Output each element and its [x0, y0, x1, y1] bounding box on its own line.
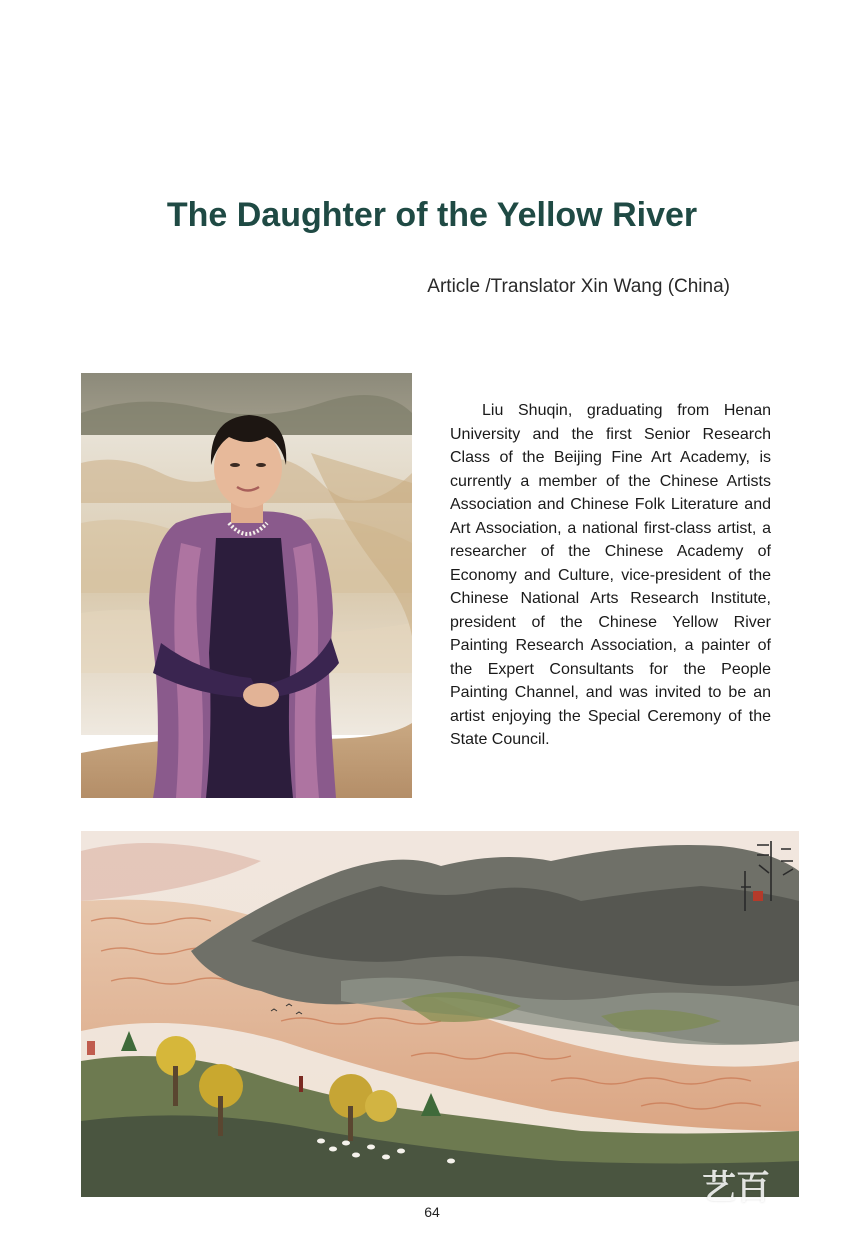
article-title: The Daughter of the Yellow River [166, 196, 698, 234]
page-number: 64 [424, 1204, 440, 1220]
article-byline: Article /Translator Xin Wang (China) [427, 276, 730, 297]
landscape-illustration [81, 831, 799, 1197]
artist-biography-paragraph: Liu Shuqin, graduating from Henan University and the first Senior Research Class of the Beijing Fine Art Academy, is currently a member of the Chinese Artists Association and Chinese Folk Literature and Art Association, a national first-class artist, a researcher of the Chinese Academy of Economy and Culture, vice-president of the Chinese National Arts Research Institute, president of the Chinese Yellow River Painting Research Association, a painter of the Expert Consultants for the People Painting Channel, and was invited to be an artist enjoying the Special Ceremony of the State Council. [450, 402, 771, 748]
portrait-illustration [81, 373, 412, 798]
watermark-logo: 艺百 [702, 1168, 770, 1208]
artist-portrait-photo [81, 373, 412, 798]
yellow-river-landscape-painting [81, 831, 799, 1197]
